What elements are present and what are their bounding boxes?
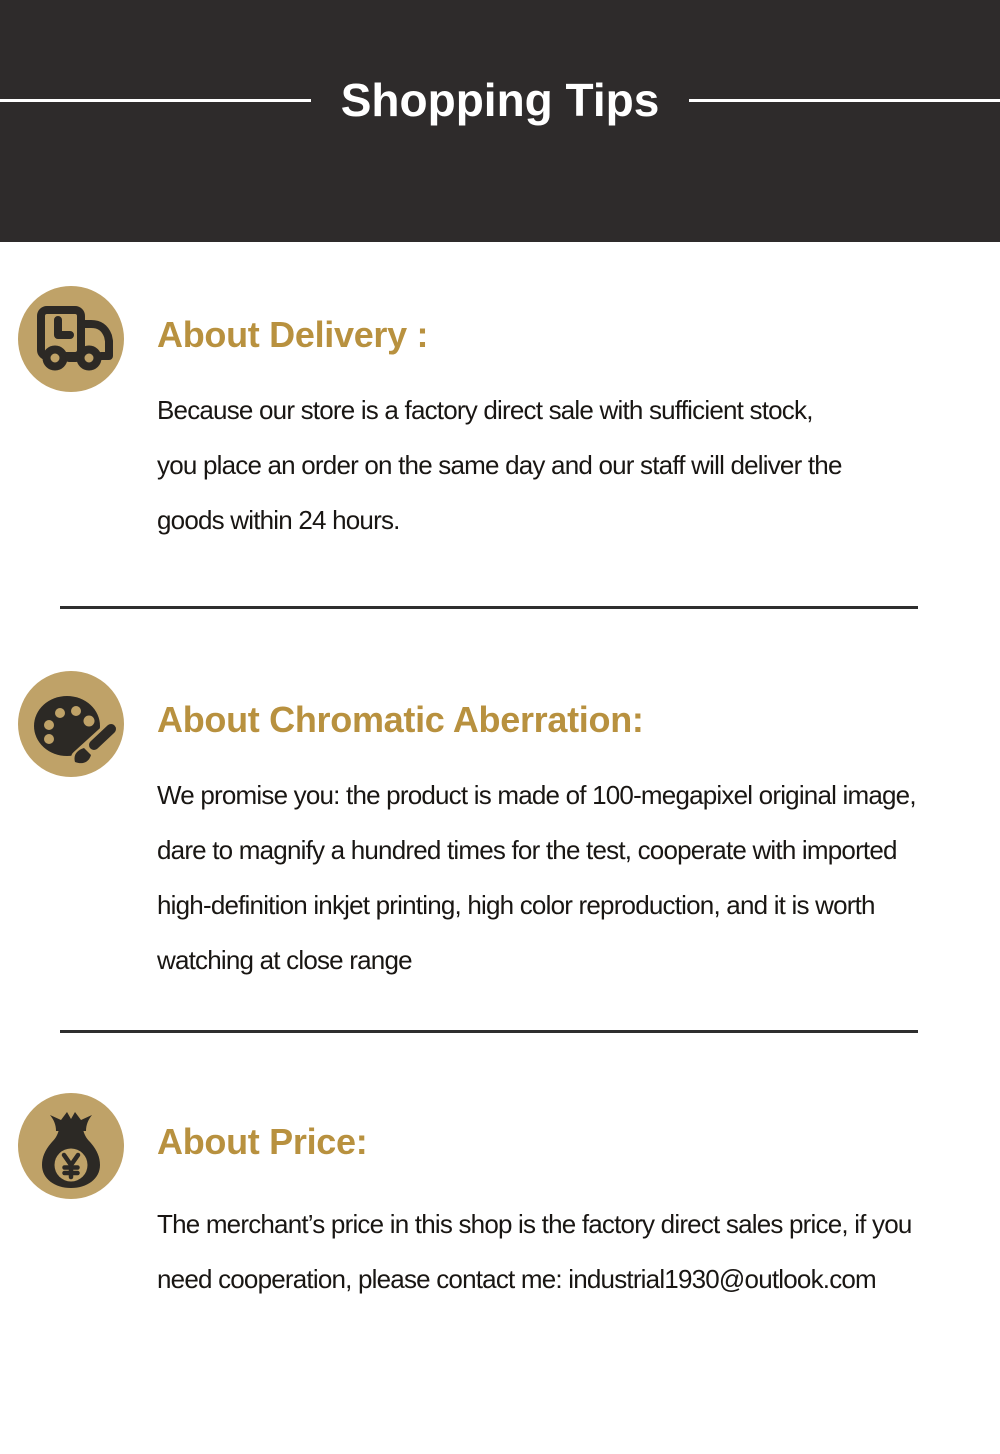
section-price: [0, 1090, 1000, 1307]
chromatic-line-4: watching at close range: [157, 945, 412, 975]
section-delivery: [0, 283, 1000, 548]
page-title: Shopping Tips: [340, 74, 660, 126]
price-line-1: The merchant’s price in this shop is the factory direct sales price, if you: [157, 1209, 912, 1239]
price-heading: About Price:: [157, 1121, 368, 1162]
header: [0, 0, 1000, 242]
delivery-line-3: goods within 24 hours.: [157, 505, 400, 535]
header-right-rule: [689, 99, 1000, 102]
delivery-heading: About Delivery :: [157, 314, 429, 355]
section-divider: [60, 606, 918, 609]
delivery-truck-icon: [15, 283, 127, 395]
delivery-content: [157, 283, 1000, 548]
price-body: [157, 1197, 1000, 1307]
chromatic-line-3: high-definition inkjet printing, high color reproduction, and it is worth: [157, 890, 875, 920]
chromatic-heading: About Chromatic Aberration:: [157, 699, 644, 740]
money-bag-icon: [15, 1090, 127, 1202]
paint-palette-icon: [15, 668, 127, 780]
chromatic-content: [157, 668, 1000, 988]
delivery-line-2: you place an order on the same day and our staff will deliver the: [157, 450, 842, 480]
price-line-2: need cooperation, please contact me: industrial1930@outlook.com: [157, 1264, 876, 1294]
delivery-line-1: Because our store is a factory direct sale with sufficient stock,: [157, 395, 813, 425]
price-content: [157, 1090, 1000, 1307]
delivery-body: [157, 383, 1000, 548]
section-divider: [60, 1030, 918, 1033]
section-chromatic-aberration: [0, 668, 1000, 988]
chromatic-line-2: dare to magnify a hundred times for the test, cooperate with imported: [157, 835, 897, 865]
header-left-rule: [0, 99, 311, 102]
chromatic-line-1: We promise you: the product is made of 100-megapixel original image,: [157, 780, 916, 810]
chromatic-body: [157, 768, 1000, 988]
